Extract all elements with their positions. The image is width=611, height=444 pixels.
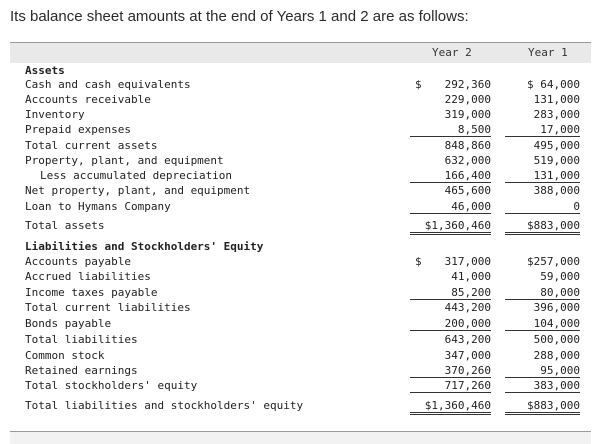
year2-value: 643,200	[444, 333, 491, 346]
table-row	[10, 169, 591, 184]
year2-value: 317,000	[444, 255, 491, 268]
year2-value: 292,360	[444, 78, 491, 91]
year1-value: $ 64,000	[527, 78, 580, 91]
table-row	[10, 364, 591, 379]
table-row	[10, 349, 591, 364]
year2-value: 41,000	[451, 270, 491, 283]
year2-value: 443,200	[444, 301, 491, 314]
table-row	[10, 219, 591, 234]
row-label: Cash and cash equivalents	[25, 78, 191, 91]
table-footer-shade	[10, 432, 591, 444]
year1-value: 95,000	[505, 364, 580, 378]
year2-value: 347,000	[444, 349, 491, 362]
row-label: Inventory	[25, 108, 85, 121]
year1-value: 519,000	[533, 154, 580, 167]
row-label: Accrued liabilities	[25, 270, 151, 283]
table-row	[10, 154, 591, 169]
table-row	[10, 379, 591, 394]
year1-value: $257,000	[527, 255, 580, 268]
table-row	[10, 301, 591, 316]
table-row	[10, 64, 591, 79]
table-row	[10, 286, 591, 301]
intro-text: Its balance sheet amounts at the end of Years 1 and 2 are as follows:	[10, 8, 469, 25]
table-row	[10, 399, 591, 414]
row-label: Less accumulated depreciation	[40, 169, 233, 182]
year1-value: 80,000	[505, 286, 580, 300]
table-row	[10, 333, 591, 348]
year1-value: 495,000	[533, 139, 580, 152]
year1-value: 131,000	[533, 93, 580, 106]
currency-symbol: $	[415, 255, 422, 268]
year2-value: 229,000	[444, 93, 491, 106]
year2-header: Year 2	[432, 46, 472, 59]
table-row	[10, 255, 591, 270]
year1-value: 0	[505, 200, 580, 214]
year2-value: 166,400	[410, 169, 491, 183]
row-label: Accounts payable	[25, 255, 131, 268]
row-label: Income taxes payable	[25, 286, 158, 299]
year2-value: 200,000	[410, 317, 491, 331]
year2-value: 717,260	[410, 379, 491, 393]
row-label: Loan to Hymans Company	[25, 200, 171, 213]
year2-value: 319,000	[444, 108, 491, 121]
year1-value: 383,000	[505, 379, 580, 393]
table-row	[10, 317, 591, 332]
row-label: Total liabilities and stockholders' equity	[25, 399, 304, 412]
row-label: Prepaid expenses	[25, 123, 131, 136]
year1-value: 288,000	[533, 349, 580, 362]
row-label: Total liabilities	[25, 333, 138, 346]
year2-value: 85,200	[410, 286, 491, 300]
table-row	[10, 184, 591, 199]
table-row	[10, 270, 591, 285]
year1-value: $883,000	[505, 219, 580, 235]
year2-value: 370,260	[410, 364, 491, 378]
year1-value: 59,000	[540, 270, 580, 283]
row-label: Total stockholders' equity	[25, 379, 198, 392]
row-label: Retained earnings	[25, 364, 138, 377]
currency-symbol: $	[415, 78, 422, 91]
year1-value: $883,000	[505, 399, 580, 415]
table-row	[10, 108, 591, 123]
row-label: Accounts receivable	[25, 93, 151, 106]
year1-header: Year 1	[528, 46, 568, 59]
section-heading: Liabilities and Stockholders' Equity	[25, 240, 264, 253]
section-heading: Assets	[25, 64, 65, 77]
table-row	[10, 78, 591, 93]
year1-value: 17,000	[505, 123, 580, 137]
year2-value: $1,360,460	[410, 399, 491, 415]
year2-value: 632,000	[444, 154, 491, 167]
year1-value: 500,000	[533, 333, 580, 346]
table-row	[10, 139, 591, 154]
balance-sheet-table	[10, 42, 591, 432]
table-row	[10, 93, 591, 108]
row-label: Net property, plant, and equipment	[25, 184, 251, 197]
row-label: Property, plant, and equipment	[25, 154, 224, 167]
table-row	[10, 200, 591, 215]
year2-value: 8,500	[410, 123, 491, 137]
year1-value: 104,000	[505, 317, 580, 331]
table-header	[10, 43, 591, 63]
year2-value: 848,860	[444, 139, 491, 152]
year1-value: 283,000	[533, 108, 580, 121]
row-label: Total current liabilities	[25, 301, 191, 314]
row-label: Total current assets	[25, 139, 158, 152]
year1-value: 131,000	[505, 169, 580, 183]
row-label: Common stock	[25, 349, 105, 362]
table-row	[10, 123, 591, 138]
year2-value: 465,600	[444, 184, 491, 197]
year2-value: 46,000	[410, 200, 491, 214]
row-label: Total assets	[25, 219, 105, 232]
row-label: Bonds payable	[25, 317, 112, 330]
year1-value: 396,000	[533, 301, 580, 314]
year2-value: $1,360,460	[410, 219, 491, 235]
year1-value: 388,000	[533, 184, 580, 197]
table-row	[10, 240, 591, 255]
